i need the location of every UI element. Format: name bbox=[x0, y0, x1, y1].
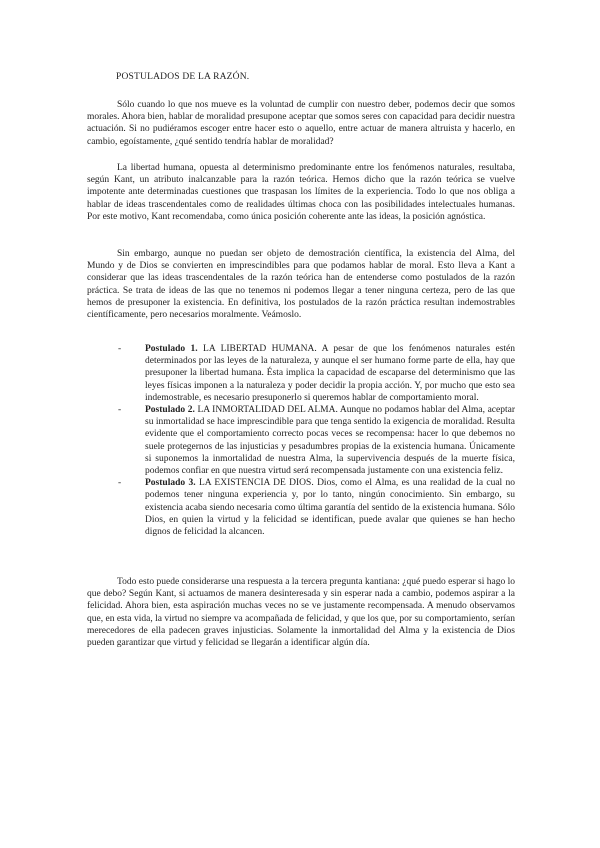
postulate-label: Postulado 3. bbox=[145, 478, 196, 489]
paragraph-3: Sin embargo, aunque no puedan ser objeto de demostración científica, la existencia del Alma, del Mundo y de Dios se convierten en imprescindibles para que podamos hablar de moral. Esto lleva a Kant a considerar que las ideas trascendentales de la razón teórica han de entenderse como postulados de la razón práctica. Se trata de ideas de las que no tenemos ni podemos llegar a tener ninguna certeza, pero de las que hemos de presuponer la existencia. En definitiva, los postulados de la razón práctica resultan indemostrables científicamente, pero necesarios moralmente. Veámoslo. bbox=[87, 249, 515, 321]
paragraph-2: La libertad humana, opuesta al determinismo predominante entre los fenómenos naturales, resultaba, según Kant, un atributo inalcanzable para la razón teórica. Hemos dicho que la razón teórica se vuelve impotente ante determinadas cuestiones que traspasan los límites de la experiencia. Todo lo que nos obliga a hablar de ideas trascendentales como de realidades últimas choca con las posibilidades intelectuales humanas. Por este motivo, Kant recomendaba, como única posición coherente ante las ideas, la posición agnóstica. bbox=[87, 163, 515, 222]
postulates-list bbox=[118, 343, 515, 538]
postulate-text: A pesar de que los fenómenos naturales estén determinados por las leyes de la naturaleza, y aunque el ser humano forme parte de ella, hay que presuponer la libertad humana. Ésta implica la capacidad de escaparse del determinismo que las leyes físicas imponen a la naturaleza y poder decidir la propia acción. Y, por mucho que esto sea indemostrable, es necesario presuponerlo si queremos hablar de comportamiento moral. bbox=[145, 344, 515, 403]
bullet-marker: - bbox=[118, 405, 122, 416]
paragraph-4: Todo esto puede considerarse una respuesta a la tercera pregunta kantiana: ¿qué puedo esperar si hago lo que debo? Según Kant, si actuamos de manera desinteresada y sin esperar nada a cambio, podemos aspirar a la felicidad. Ahora bien, esta aspiración muchas veces no se ve justamente recompensada. A menudo observamos que, en esta vida, la virtud no siempre va acompañada de felicidad, y que los que, por su comportamiento, serían merecedores de ella padecen graves injusticias. Solamente la inmortalidad del Alma y la existencia de Dios pueden garantizar que virtud y felicidad se llegarán a identificar algún día. bbox=[87, 577, 515, 649]
postulate-text: Dios, como el Alma, es una realidad de la cual no podemos tener ninguna experiencia y, por lo tanto, ningún conocimiento. Sin embargo, su existencia acaba siendo necesaria como última garantía del sentido de la existencia humana. Sólo Dios, en quien la virtud y la felicidad se identifican, puede avalar que quienes se han hecho dignos de felicidad la alcancen. bbox=[145, 478, 516, 538]
postulate-item-2 bbox=[118, 404, 515, 477]
postulate-item-3 bbox=[118, 477, 515, 538]
postulate-title: LA EXISTENCIA DE DIOS. bbox=[198, 478, 314, 489]
postulate-item-1 bbox=[118, 343, 515, 404]
postulate-title: LA LIBERTAD HUMANA. bbox=[203, 344, 317, 354]
bullet-marker: - bbox=[118, 344, 122, 354]
postulate-label: Postulado 1. bbox=[145, 344, 198, 354]
document-title: POSTULADOS DE LA RAZÓN. bbox=[116, 72, 250, 82]
postulate-text: Aunque no podamos hablar del Alma, aceptar su inmortalidad se hace imprescindible para que tenga sentido la exigencia de moralidad. Resulta evidente que el comportamiento correcto pocas veces se recompensa: hacer lo que debemos no suele protegernos de las injusticias y pesadumbres propias de la existencia humana. Únicamente si suponemos la inmortalidad de nuestra Alma, la supervivencia después de la muerte física, podemos confiar en que nuestra virtud será recompensada justamente con una existencia feliz. bbox=[145, 405, 516, 477]
postulate-title: LA INMORTALIDAD DEL ALMA. bbox=[197, 405, 338, 416]
paragraph-1: Sólo cuando lo que nos mueve es la voluntad de cumplir con nuestro deber, podemos decir que somos morales. Ahora bien, hablar de moralidad presupone aceptar que somos seres con capacidad para decidir nuestra actuación. Si no pudiéramos escoger entre hacer esto o aquello, entre actuar de manera altruista y hacerlo, en cambio, egoístamente, ¿qué sentido tendría hablar de moralidad? bbox=[87, 100, 515, 147]
postulate-label: Postulado 2. bbox=[145, 405, 195, 416]
bullet-marker: - bbox=[118, 478, 122, 489]
